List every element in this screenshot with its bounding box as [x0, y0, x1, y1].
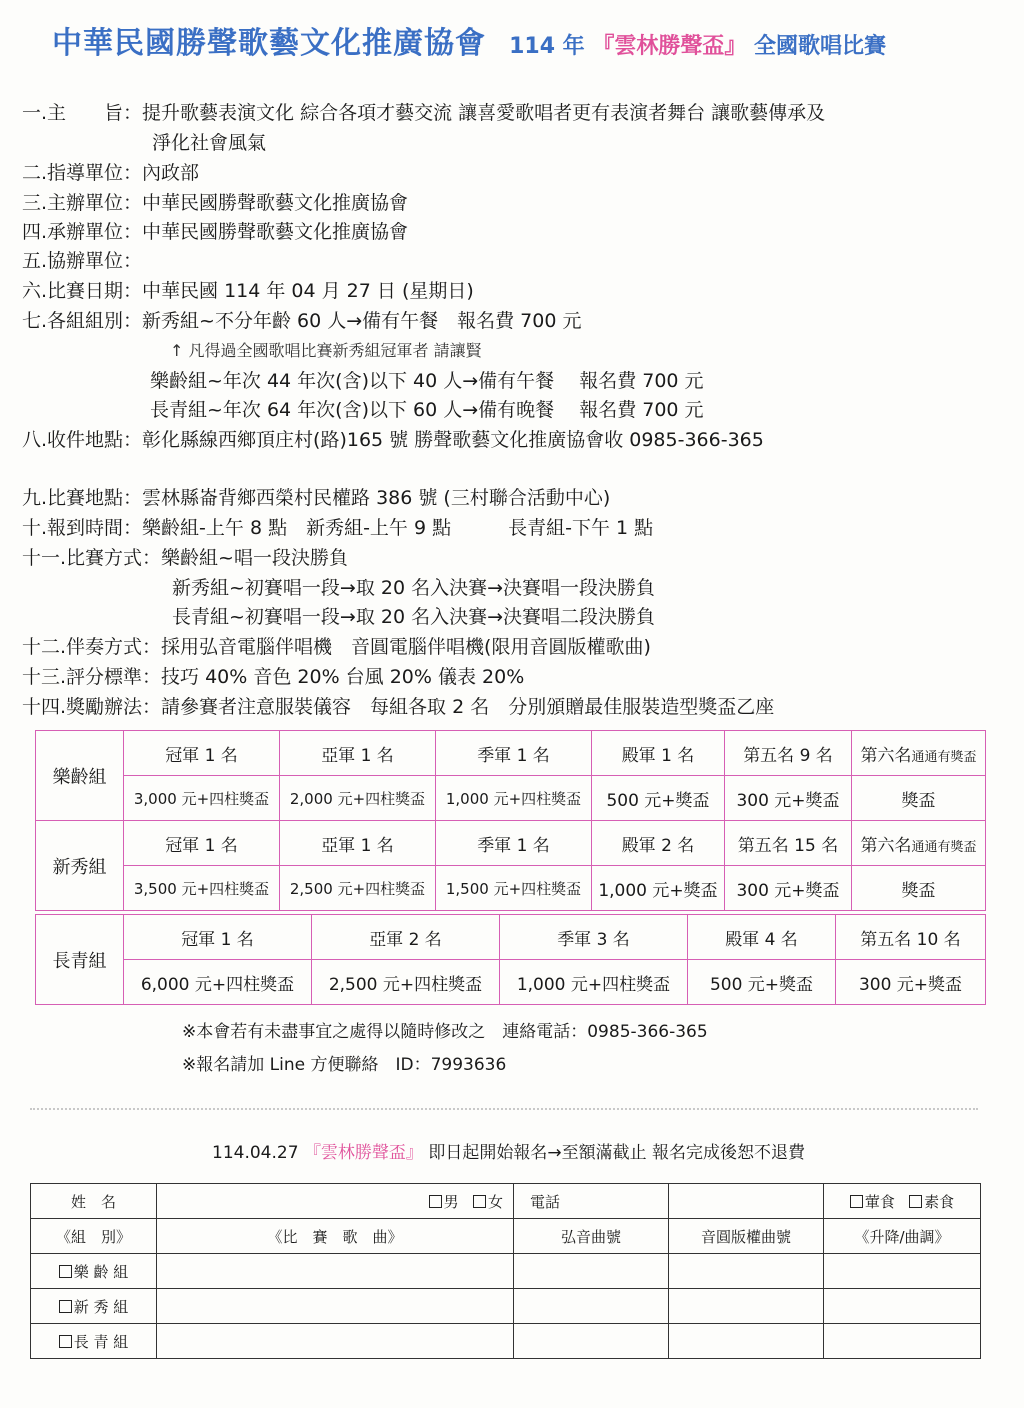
venue-value: 雲林縣崙背鄉西榮村民權路 386 號 (三村聯合活動中心)	[142, 487, 611, 509]
name-label: 姓 名	[31, 1184, 157, 1219]
award-cell: 3,500 元+四柱獎盃	[124, 866, 280, 911]
guide-value: 內政部	[142, 162, 200, 184]
rank-cell: 亞軍 1 名	[280, 731, 436, 776]
hongyin-header: 弘音曲號	[514, 1219, 669, 1254]
cq-checkbox[interactable]	[59, 1335, 72, 1348]
judge-label: 十三.評分標準：	[22, 666, 162, 688]
award-cell: 獎盃	[852, 866, 986, 911]
rank-cell: 亞軍 2 名	[312, 915, 500, 960]
yinyuan-field[interactable]	[669, 1254, 824, 1289]
rank6-label: 第六名	[860, 745, 912, 766]
guide-line	[22, 158, 199, 185]
award-cell: 300 元+獎盃	[836, 960, 986, 1005]
mail-value: 彰化縣線西鄉頂庄村(路)165 號 勝聲歌藝文化推廣協會收 0985-366-365	[142, 429, 764, 451]
rank6-note: 通通有獎盃	[911, 839, 977, 855]
co-label: 五.協辦單位：	[22, 250, 143, 272]
method-label: 十一.比賽方式：	[22, 547, 162, 569]
rank-cell: 第五名 10 名	[836, 915, 986, 960]
new-label: 新 秀 組	[73, 1297, 129, 1316]
song-header: 《比 賽 歌 曲》	[157, 1219, 514, 1254]
award-cell: 300 元+獎盃	[725, 866, 852, 911]
rank-cell: 第五名 9 名	[725, 731, 852, 776]
yinyuan-field[interactable]	[669, 1324, 824, 1359]
rank-cell: 冠軍 1 名	[124, 915, 312, 960]
group-cq: 長青組~年次 64 年次(含)以下 60 人→備有晚餐 報名費 700 元	[150, 399, 704, 421]
meat-checkbox[interactable]	[850, 1195, 863, 1208]
meal-options	[824, 1184, 981, 1219]
table-row	[31, 1289, 981, 1324]
key-field[interactable]	[824, 1324, 981, 1359]
rank-cell: 季軍 1 名	[436, 821, 592, 866]
group-new-note: ↑ 凡得過全國歌唱比賽新秀組冠軍者 請讓賢	[170, 341, 482, 360]
award-cell: 500 元+獎盃	[592, 776, 725, 821]
date-value: 中華民國 114 年 04 月 27 日 (星期日)	[142, 280, 474, 302]
award-cell: 6,000 元+四柱獎盃	[124, 960, 312, 1005]
organizer-line	[22, 217, 408, 244]
contest-type: 全國歌唱比賽	[754, 34, 887, 59]
group-le: 樂齡組~年次 44 年次(含)以下 40 人→備有午餐 報名費 700 元	[150, 370, 704, 392]
method-line	[22, 543, 348, 570]
key-header: 《升降/曲調》	[824, 1219, 981, 1254]
registration-form	[30, 1183, 981, 1359]
award-line	[22, 692, 774, 719]
song-field[interactable]	[157, 1324, 514, 1359]
rank-cell: 殿軍 2 名	[592, 821, 725, 866]
hongyin-field[interactable]	[514, 1289, 669, 1324]
rank-cell: 冠軍 1 名	[124, 821, 280, 866]
groups-line	[22, 306, 582, 333]
rank-cell: 殿軍 1 名	[592, 731, 725, 776]
group-cell-new: 新秀組	[36, 821, 124, 911]
registration-heading	[212, 1138, 805, 1163]
award-cell: 3,000 元+四柱獎盃	[124, 776, 280, 821]
rank-cell: 季軍 1 名	[436, 731, 592, 776]
award-label: 十四.獎勵辦法：	[22, 696, 162, 718]
rank-cell: 亞軍 1 名	[280, 821, 436, 866]
co-line	[22, 246, 142, 273]
registration-contest-name: 『雲林勝聲盃』	[303, 1143, 423, 1163]
table-row	[36, 776, 986, 821]
judge-value: 技巧 40% 音色 20% 台風 20% 儀表 20%	[161, 666, 525, 688]
table-row	[36, 731, 986, 776]
contest-year: 114 年	[509, 34, 585, 59]
le-label: 樂 齡 組	[73, 1262, 129, 1281]
venue-label: 九.比賽地點：	[22, 487, 143, 509]
mail-label: 八.收件地點：	[22, 429, 143, 451]
veg-checkbox[interactable]	[909, 1195, 922, 1208]
veg-label: 素食	[924, 1192, 955, 1211]
award-cell: 1,500 元+四柱獎盃	[436, 866, 592, 911]
checkin-line	[22, 513, 653, 540]
accomp-label: 十二.伴奏方式：	[22, 636, 162, 658]
venue-line	[22, 483, 610, 510]
female-checkbox[interactable]	[473, 1195, 486, 1208]
new-checkbox[interactable]	[59, 1300, 72, 1313]
checkin-label: 十.報到時間：	[22, 517, 143, 539]
rank-cell	[852, 731, 986, 776]
table-row	[36, 960, 986, 1005]
rank-cell: 第五名 15 名	[725, 821, 852, 866]
method-3: 長青組~初賽唱一段→取 20 名入決賽→決賽唱二段決勝負	[172, 606, 656, 628]
rank-cell: 殿軍 4 名	[688, 915, 836, 960]
key-field[interactable]	[824, 1289, 981, 1324]
award-cell: 1,000 元+獎盃	[592, 866, 725, 911]
hongyin-field[interactable]	[514, 1324, 669, 1359]
award-cell: 500 元+獎盃	[688, 960, 836, 1005]
meat-label: 葷食	[864, 1192, 895, 1211]
key-field[interactable]	[824, 1254, 981, 1289]
purpose-line	[22, 98, 825, 125]
purpose-label: 一.主 旨：	[22, 102, 143, 124]
note-line-id: ※報名請加 Line 方便聯絡 ID：7993636	[182, 1055, 507, 1075]
group-header: 《組 別》	[31, 1219, 157, 1254]
group-option-le	[31, 1254, 157, 1289]
group-cell-cq: 長青組	[36, 915, 124, 1005]
accomp-value: 採用弘音電腦伴唱機 音圓電腦伴唱機(限用音圓版權歌曲)	[161, 636, 651, 658]
award-cell: 2,000 元+四柱獎盃	[280, 776, 436, 821]
table-row	[31, 1219, 981, 1254]
table-row	[31, 1184, 981, 1219]
yinyuan-header: 音圓版權曲號	[669, 1219, 824, 1254]
group-cell-le: 樂齡組	[36, 731, 124, 821]
award-value: 請參賽者注意服裝儀容 每組各取 2 名 分別頒贈最佳服裝造型獎盃乙座	[161, 696, 775, 718]
group-option-cq	[31, 1324, 157, 1359]
prize-table-cq	[35, 914, 986, 1005]
host-value: 中華民國勝聲歌藝文化推廣協會	[142, 192, 409, 214]
table-row	[36, 866, 986, 911]
org-title: 中華民國勝聲歌藝文化推廣協會	[52, 26, 486, 61]
yinyuan-field[interactable]	[669, 1289, 824, 1324]
award-cell: 2,500 元+四柱獎盃	[280, 866, 436, 911]
purpose-text: 提升歌藝表演文化 綜合各項才藝交流 讓喜愛歌唱者更有表演者舞台 讓歌藝傳承及	[142, 102, 826, 124]
cq-label: 長 青 組	[73, 1332, 129, 1351]
award-cell: 1,000 元+四柱獎盃	[500, 960, 688, 1005]
rank-cell	[852, 821, 986, 866]
guide-label: 二.指導單位：	[22, 162, 143, 184]
table-row	[31, 1324, 981, 1359]
song-field[interactable]	[157, 1254, 514, 1289]
group-option-new	[31, 1289, 157, 1324]
organizer-value: 中華民國勝聲歌藝文化推廣協會	[142, 221, 409, 243]
registration-text: 即日起開始報名→至額滿截止 報名完成後恕不退費	[428, 1143, 805, 1163]
method-1: 樂齡組~唱一段決勝負	[161, 547, 348, 569]
phone-label: 電話	[514, 1184, 669, 1219]
phone-field[interactable]	[669, 1184, 824, 1219]
rank-cell: 冠軍 1 名	[124, 731, 280, 776]
rank6-label: 第六名	[860, 835, 912, 856]
registration-date: 114.04.27	[212, 1143, 299, 1163]
award-cell: 2,500 元+四柱獎盃	[312, 960, 500, 1005]
organizer-label: 四.承辦單位：	[22, 221, 143, 243]
purpose-line-2: 淨化社會風氣	[152, 132, 267, 154]
groups-label: 七.各組組別：	[22, 310, 143, 332]
rank6-note: 通通有獎盃	[911, 749, 977, 765]
table-row	[31, 1254, 981, 1289]
method-2: 新秀組~初賽唱一段→取 20 名入決賽→決賽唱一段決勝負	[172, 577, 656, 599]
judge-line	[22, 662, 524, 689]
award-cell: 300 元+獎盃	[725, 776, 852, 821]
name-field[interactable]	[157, 1184, 514, 1219]
male-checkbox[interactable]	[429, 1195, 442, 1208]
mail-line	[22, 425, 764, 452]
contest-title	[509, 34, 886, 59]
host-label: 三.主辦單位：	[22, 192, 143, 214]
award-cell: 1,000 元+四柱獎盃	[436, 776, 592, 821]
hongyin-field[interactable]	[514, 1254, 669, 1289]
checkin-value: 樂齡組-上午 8 點 新秀組-上午 9 點 長青組-下午 1 點	[142, 517, 654, 539]
female-label: 女	[487, 1192, 503, 1211]
award-cell: 獎盃	[852, 776, 986, 821]
cut-divider	[30, 1108, 978, 1110]
male-label: 男	[443, 1192, 459, 1211]
accomp-line	[22, 632, 651, 659]
contest-name: 『雲林勝聲盃』	[592, 34, 747, 59]
host-line	[22, 188, 408, 215]
date-line	[22, 276, 474, 303]
rank-cell: 季軍 3 名	[500, 915, 688, 960]
table-row	[36, 915, 986, 960]
note-contact: ※本會若有未盡事宜之處得以隨時修改之 連絡電話：0985-366-365	[182, 1022, 708, 1042]
group-new: 新秀組~不分年齡 60 人→備有午餐 報名費 700 元	[142, 310, 582, 332]
date-label: 六.比賽日期：	[22, 280, 143, 302]
song-field[interactable]	[157, 1289, 514, 1324]
le-checkbox[interactable]	[59, 1265, 72, 1278]
prize-table-le-new	[35, 730, 986, 911]
table-row	[36, 821, 986, 866]
page-header	[52, 18, 886, 62]
